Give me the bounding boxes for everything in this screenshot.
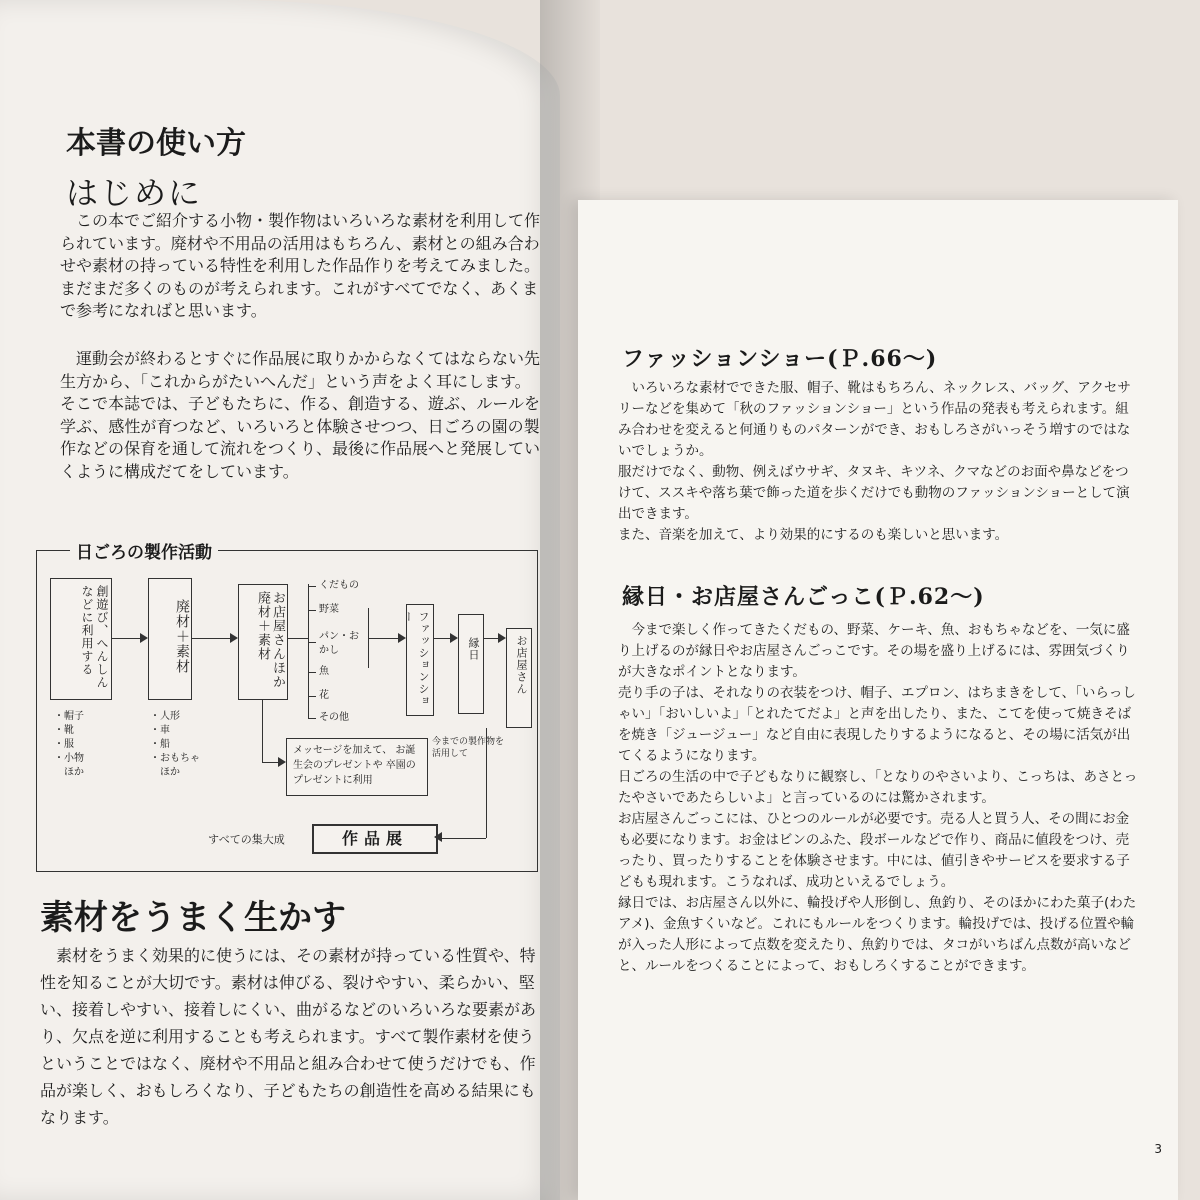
note-existing-works: 今までの製作物を 活用して xyxy=(432,737,505,759)
branch-tick xyxy=(308,696,316,697)
branch-item: 魚 xyxy=(319,666,329,677)
branch-item: 野菜 xyxy=(319,604,339,615)
branch-tick xyxy=(308,672,316,673)
fashion-show-body: いろいろな素材でできた服、帽子、靴はもちろん、ネックレス、バッグ、アクセサリーなどを集めて「秋のファッションショー」という作品の発表も考えられます。組み合わせを変えると何通りものパターンができ、おもしろさがいっそう増すのではないでしょうか。 服だけでなく、動物、例えばウサギ、タヌキ、キツネ、クマなどのお面や鼻などをつけて、ススキや落ち葉で飾った道を歩くだけでも動物のファッションショーとして演出できます。 また、音楽を加えて、より効果的にするのも楽しいと思います。 xyxy=(618,380,1131,543)
branch-tick xyxy=(308,718,316,719)
diagram-box-shop-play: お店屋さんほか廃材＋素材 xyxy=(238,584,288,700)
branch-tick xyxy=(308,610,316,611)
left-page xyxy=(0,0,560,1200)
branch-item: パン・おかし xyxy=(319,631,359,656)
branch-trunk xyxy=(308,584,309,718)
diagram-box-festival: 縁日 xyxy=(458,614,484,714)
section-title-festival-shop: 縁日・お店屋さんごっこ(Ｐ.62～) xyxy=(622,584,985,610)
materials-paragraph: 素材をうまく効果的に使うには、その素材が持っている性質や、特性を知ることが大切です。素材は伸びる、裂けやすい、柔らかい、堅い、接着しやすい、接着しにくい、曲がるなどのいろいろな要素があり、欠点を逆に利用することも考えられます。すべて製作素材を使うということではなく、廃材や不用品と組み合わせて使うだけでも、作品が楽しく、おもしろくなり、子どもたちの創造性を高める結果にもなります。 xyxy=(40,946,537,1127)
intro-paragraph-2: 運動会が終わるとすぐに作品展に取りかからなくてはならない先生方から、「これからがたいへんだ」という声をよく耳にします。そこで本誌では、子どもたちに、作る、創造する、遊ぶ、ルールを学ぶ、感性が育つなど、いろいろと体験させつつ、日ごろの園の製作などの保育を通して流れをつくり、最後に作品展へと発展していくように構成だてをしています。 xyxy=(60,349,541,481)
diagram-box-fashion-show: ファッションショー xyxy=(406,604,434,716)
section-title-fashion-show: ファッションショー(Ｐ.66～) xyxy=(622,346,938,372)
arrow-3 xyxy=(368,638,404,639)
return-line xyxy=(486,728,487,838)
diagram-box2-items: ・人形 ・車 ・船 ・おもちゃ ほか xyxy=(150,711,200,778)
arrow-message xyxy=(262,762,284,763)
return-line-h xyxy=(440,838,486,839)
right-page xyxy=(578,200,1178,1200)
diagram-box-shop: お店屋さん xyxy=(506,628,532,728)
arrow-4 xyxy=(434,638,456,639)
all-culmination-label: すべての集大成 xyxy=(208,833,285,846)
branch-tick xyxy=(308,642,316,643)
section-title-use-materials: 素材をうまく生かす xyxy=(40,898,346,938)
diagram-box1-items: ・帽子 ・靴 ・服 ・小物 ほか xyxy=(54,711,84,778)
section-title-how-to-use: 本書の使い方 xyxy=(66,126,246,161)
diagram-box-creative-play: 創遊び、へんしんなどに利用する xyxy=(50,578,112,700)
branch-item: くだもの xyxy=(319,580,359,591)
message-connector xyxy=(262,700,263,762)
page-number: 3 xyxy=(1154,1142,1162,1156)
diagram-box-waste-materials: 廃材＋素材 xyxy=(148,578,192,700)
arrow-1 xyxy=(112,638,146,639)
intro-paragraph-1: この本でご紹介する小物・製作物はいろいろな素材を利用して作られています。廃材や不用品の活用はもちろん、素材との組み合わせや素材の持っている特性を利用した作品作りを考えてみました。まだまだ多くのものが考えられます。これがすべてでなく、あくまで参考になればと思います。 xyxy=(60,211,541,320)
branch-item: 花 xyxy=(319,690,329,701)
festival-shop-body: 今まで楽しく作ってきたくだもの、野菜、ケーキ、魚、おもちゃなどを、一気に盛り上げるのが縁日やお店屋さんごっこです。その場を盛り上げるには、雰囲気づくりが大きなポイントとなります。 売り手の子は、それなりの衣装をつけ、帽子、エプロン、はちまきをして、「いらっしゃい」「おいしいよ」「とれたてだよ」と声を出したり、また、こてを使って焼きそばを焼き「ジュージュー」など自由に表現したりするようになると、その場に活気が出てくるようになります。 日ごろの生活の中で子どもなりに観察し、「となりのやさいより、こっちは、あさとったやさいであたらしいよ」と言っているのには驚かされます。 お店屋さんごっこには、ひとつのルールが必要です。売る人と買う人、その間にお金も必要になります。お金はビンのふた、段ボールなどで作り、商品に値段をつけ、売ったり、買ったりすることを体験させます。中には、値引きやサービスを要求する子どもも現れます。こうなれば、成功といえるでしょう。 縁日では、お店屋さん以外に、輪投げや人形倒し、魚釣り、そのほかにわた菓子(わたアメ)、金魚すくいなど。これにもルールをつくります。輪投げでは、投げる位置や輪が入った人形によって点数を変えたり、魚釣りでは、タコがいちばん点数が高いなどと、ルールをつくることによって、おもしろくすることができます。 xyxy=(618,622,1138,974)
activity-flow-diagram xyxy=(36,538,556,868)
section-title-introduction: はじめに xyxy=(66,174,203,212)
return-arrowhead xyxy=(434,832,442,842)
arrow-2 xyxy=(192,638,236,639)
message-box: メッセージを加えて、 お誕生会のプレゼントや 卒園のプレゼントに利用 xyxy=(286,738,428,796)
exhibition-box: 作品展 xyxy=(312,824,438,854)
branch-tick xyxy=(308,586,316,587)
diagram-title: 日ごろの製作活動 xyxy=(70,538,218,563)
branch-item: その他 xyxy=(319,712,349,723)
arrow-5 xyxy=(484,638,504,639)
branch-connector xyxy=(288,638,308,639)
